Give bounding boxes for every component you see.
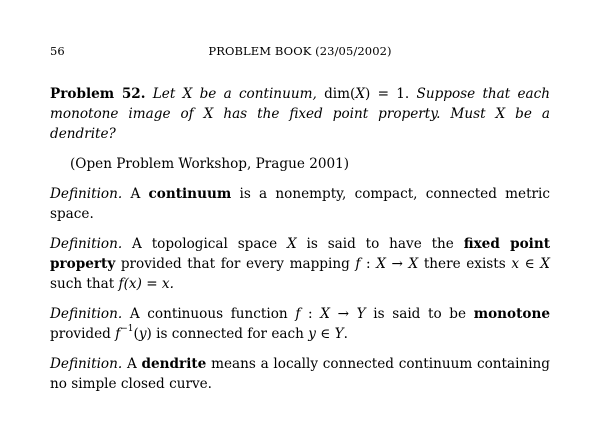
definition-fixed-point-property: Definition. A topological space X is said to have the fixed point property provided that for every mapping f : X → X there exists x ∈ X such that f(x) = x. (50, 236, 550, 292)
term-continuum: continuum (148, 186, 232, 202)
page-header (50, 44, 550, 62)
page-number: 56 (50, 44, 65, 58)
definition-label: Definition. (50, 236, 123, 252)
problem-52 (50, 84, 550, 144)
definition-label: Definition. (50, 356, 123, 372)
problem-label: Problem 52. (50, 86, 146, 102)
definition-continuum: Definition. A continuum is a nonempty, compact, connected metric space. (50, 186, 551, 222)
running-title: PROBLEM BOOK (23/05/2002) (208, 44, 392, 58)
definition-dendrite: Definition. A dendrite means a locally connected continuum containing no simple closed curve. (50, 356, 550, 392)
definition-label: Definition. (50, 306, 123, 322)
page-body (50, 84, 550, 404)
definition-label: Definition. (50, 186, 123, 202)
definition-monotone: Definition. A continuous function f : X → Y is said to be monotone provided $f^{-1}(y)$ is connected for each y ∈ Y. (50, 306, 550, 342)
term-dendrite: dendrite (141, 356, 207, 372)
problem-source: (Open Problem Workshop, Prague 2001) (70, 156, 350, 172)
problem-statement: Let X be a continuum, dim(X) = 1. Suppose that each monotone image of X has the fixed point property. Must X be a dendrite? (50, 86, 551, 142)
term-monotone: monotone (473, 306, 550, 322)
term-fixed-point-property: fixed point property (50, 236, 550, 272)
